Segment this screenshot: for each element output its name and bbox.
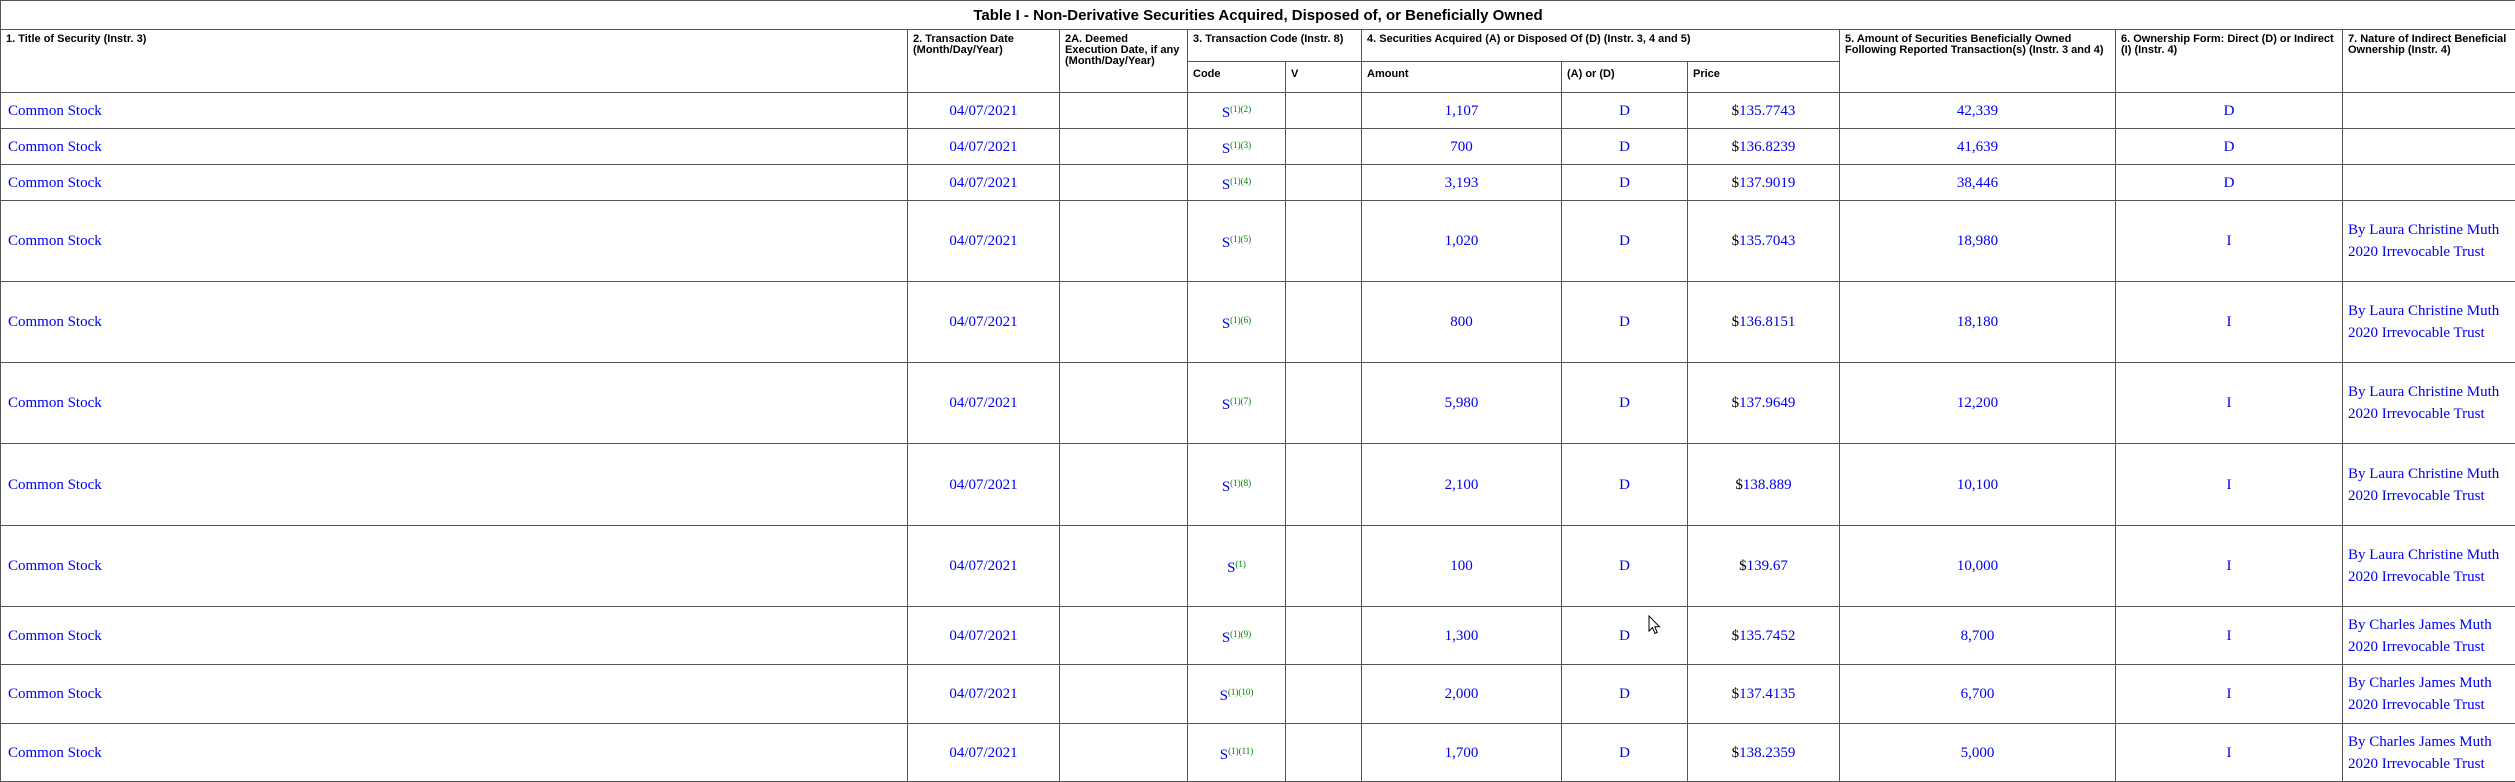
table-caption: Table I - Non-Derivative Securities Acquired, Disposed of, or Beneficially Owned — [1, 1, 2515, 30]
nature-of-ownership[interactable]: By Laura Christine Muth 2020 Irrevocable Trust — [2343, 444, 2515, 526]
transaction-code-cell — [1188, 724, 1286, 782]
header-nature-of-ownership: 7. Nature of Indirect Beneficial Ownership (Instr. 4) — [2343, 30, 2515, 93]
table-row — [1, 363, 2515, 444]
table-row — [1, 526, 2515, 607]
transaction-code-cell — [1188, 444, 1286, 526]
security-title[interactable]: Common Stock — [1, 607, 908, 665]
price-currency: $ — [1732, 395, 1740, 411]
header-transaction-code: 3. Transaction Code (Instr. 8) — [1188, 30, 1362, 62]
price-value: 137.9019 — [1739, 175, 1795, 191]
deemed-date — [1060, 724, 1188, 782]
ownership-form: I — [2116, 607, 2343, 665]
header-amount-owned: 5. Amount of Securities Beneficially Owned Following Reported Transaction(s) (Instr. 3 and 4) — [1840, 30, 2116, 93]
transaction-code-cell — [1188, 201, 1286, 282]
transaction-code: S — [1222, 235, 1230, 251]
header-deemed-execution-date: 2A. Deemed Execution Date, if any (Month/Day/Year) — [1060, 30, 1188, 93]
price-cell — [1688, 282, 1840, 363]
price-currency: $ — [1739, 558, 1747, 574]
transaction-code-cell — [1188, 363, 1286, 444]
nature-of-ownership — [2343, 129, 2515, 165]
transaction-code: S — [1222, 141, 1230, 157]
price-value: 138.2359 — [1739, 745, 1795, 761]
acquired-or-disposed: D — [1562, 93, 1688, 129]
v-flag — [1286, 93, 1362, 129]
deemed-date — [1060, 129, 1188, 165]
price-cell — [1688, 93, 1840, 129]
nature-of-ownership — [2343, 165, 2515, 201]
amount-owned: 38,446 — [1840, 165, 2116, 201]
price-value: 137.9649 — [1739, 395, 1795, 411]
price-value: 136.8151 — [1739, 314, 1795, 330]
amount-owned: 5,000 — [1840, 724, 2116, 782]
transaction-code: S — [1222, 479, 1230, 495]
table-row — [1, 724, 2515, 782]
transaction-code: S — [1220, 747, 1228, 763]
ownership-form: I — [2116, 282, 2343, 363]
price-currency: $ — [1735, 477, 1743, 493]
v-flag — [1286, 165, 1362, 201]
deemed-date — [1060, 363, 1188, 444]
header-securities-acquired-disposed: 4. Securities Acquired (A) or Disposed Of (D) (Instr. 3, 4 and 5) — [1362, 30, 1840, 62]
price-currency: $ — [1732, 175, 1740, 191]
deemed-date — [1060, 665, 1188, 724]
v-flag — [1286, 724, 1362, 782]
transaction-code: S — [1222, 177, 1230, 193]
amount: 700 — [1362, 129, 1562, 165]
header-v: V — [1286, 62, 1362, 93]
price-currency: $ — [1732, 628, 1740, 644]
footnote-ref[interactable]: (1)(8) — [1230, 478, 1251, 488]
ownership-form: I — [2116, 444, 2343, 526]
security-title[interactable]: Common Stock — [1, 665, 908, 724]
transaction-code-cell — [1188, 165, 1286, 201]
price-cell — [1688, 444, 1840, 526]
v-flag — [1286, 363, 1362, 444]
amount-owned: 18,180 — [1840, 282, 2116, 363]
footnote-ref[interactable]: (1)(4) — [1230, 176, 1251, 186]
transaction-code-cell — [1188, 607, 1286, 665]
security-title[interactable]: Common Stock — [1, 363, 908, 444]
acquired-or-disposed: D — [1562, 363, 1688, 444]
ownership-form: I — [2116, 526, 2343, 607]
ownership-form: I — [2116, 201, 2343, 282]
price-currency: $ — [1732, 745, 1740, 761]
ownership-form: D — [2116, 165, 2343, 201]
security-title[interactable]: Common Stock — [1, 282, 908, 363]
transaction-date: 04/07/2021 — [908, 129, 1060, 165]
ownership-form: I — [2116, 724, 2343, 782]
amount: 1,107 — [1362, 93, 1562, 129]
header-transaction-date: 2. Transaction Date (Month/Day/Year) — [908, 30, 1060, 93]
amount-owned: 10,000 — [1840, 526, 2116, 607]
acquired-or-disposed: D — [1562, 201, 1688, 282]
acquired-or-disposed: D — [1562, 282, 1688, 363]
security-title[interactable]: Common Stock — [1, 444, 908, 526]
header-price: Price — [1688, 62, 1840, 93]
price-value: 139.67 — [1747, 558, 1788, 574]
ownership-form: D — [2116, 93, 2343, 129]
amount: 1,020 — [1362, 201, 1562, 282]
header-code: Code — [1188, 62, 1286, 93]
acquired-or-disposed: D — [1562, 607, 1688, 665]
transaction-date: 04/07/2021 — [908, 93, 1060, 129]
price-value: 135.7452 — [1739, 628, 1795, 644]
transaction-code-cell — [1188, 526, 1286, 607]
table-row — [1, 282, 2515, 363]
deemed-date — [1060, 444, 1188, 526]
transaction-code: S — [1222, 630, 1230, 646]
price-cell — [1688, 165, 1840, 201]
footnote-ref[interactable]: (1)(6) — [1230, 315, 1251, 325]
acquired-or-disposed: D — [1562, 665, 1688, 724]
security-title[interactable]: Common Stock — [1, 526, 908, 607]
transaction-date: 04/07/2021 — [908, 363, 1060, 444]
transaction-code: S — [1222, 397, 1230, 413]
security-title[interactable]: Common Stock — [1, 724, 908, 782]
price-value: 135.7743 — [1739, 103, 1795, 119]
price-currency: $ — [1732, 103, 1740, 119]
price-cell — [1688, 363, 1840, 444]
security-title[interactable]: Common Stock — [1, 93, 908, 129]
acquired-or-disposed: D — [1562, 444, 1688, 526]
v-flag — [1286, 444, 1362, 526]
price-currency: $ — [1732, 314, 1740, 330]
header-ownership-form: 6. Ownership Form: Direct (D) or Indirect (I) (Instr. 4) — [2116, 30, 2343, 93]
transaction-date: 04/07/2021 — [908, 607, 1060, 665]
price-currency: $ — [1732, 686, 1740, 702]
transaction-code: S — [1222, 316, 1230, 332]
transaction-code-cell — [1188, 282, 1286, 363]
amount-owned: 12,200 — [1840, 363, 2116, 444]
footnote-ref[interactable]: (1)(10) — [1228, 687, 1254, 697]
acquired-or-disposed: D — [1562, 526, 1688, 607]
transaction-code: S — [1227, 560, 1235, 576]
v-flag — [1286, 129, 1362, 165]
transaction-date: 04/07/2021 — [908, 526, 1060, 607]
acquired-or-disposed: D — [1562, 129, 1688, 165]
deemed-date — [1060, 607, 1188, 665]
amount: 5,980 — [1362, 363, 1562, 444]
table-row — [1, 93, 2515, 129]
transaction-code: S — [1222, 105, 1230, 121]
footnote-ref[interactable]: (1)(2) — [1230, 104, 1251, 114]
nature-of-ownership[interactable]: By Laura Christine Muth 2020 Irrevocable Trust — [2343, 363, 2515, 444]
footnote-ref[interactable]: (1)(11) — [1228, 746, 1253, 756]
table-row — [1, 165, 2515, 201]
amount: 1,700 — [1362, 724, 1562, 782]
table-row — [1, 665, 2515, 724]
nature-of-ownership[interactable]: By Charles James Muth 2020 Irrevocable Trust — [2343, 665, 2515, 724]
ownership-form: D — [2116, 129, 2343, 165]
transaction-date: 04/07/2021 — [908, 724, 1060, 782]
amount: 800 — [1362, 282, 1562, 363]
nature-of-ownership[interactable]: By Charles James Muth 2020 Irrevocable Trust — [2343, 724, 2515, 782]
ownership-form: I — [2116, 665, 2343, 724]
footnote-ref[interactable]: (1)(7) — [1230, 396, 1251, 406]
acquired-or-disposed: D — [1562, 165, 1688, 201]
price-value: 138.889 — [1743, 477, 1792, 493]
deemed-date — [1060, 93, 1188, 129]
price-value: 137.4135 — [1739, 686, 1795, 702]
transaction-code-cell — [1188, 665, 1286, 724]
table-row — [1, 444, 2515, 526]
footnote-ref[interactable]: (1)(3) — [1230, 140, 1251, 150]
price-cell — [1688, 526, 1840, 607]
amount-owned: 10,100 — [1840, 444, 2116, 526]
footnote-ref[interactable]: (1)(9) — [1230, 629, 1251, 639]
amount: 3,193 — [1362, 165, 1562, 201]
amount-owned: 41,639 — [1840, 129, 2116, 165]
price-cell — [1688, 129, 1840, 165]
nature-of-ownership[interactable]: By Charles James Muth 2020 Irrevocable Trust — [2343, 607, 2515, 665]
deemed-date — [1060, 282, 1188, 363]
table-row — [1, 129, 2515, 165]
table-row — [1, 607, 2515, 665]
price-cell — [1688, 665, 1840, 724]
price-currency: $ — [1732, 233, 1740, 249]
amount: 100 — [1362, 526, 1562, 607]
footnote-ref[interactable]: (1)(5) — [1230, 234, 1251, 244]
transaction-date: 04/07/2021 — [908, 665, 1060, 724]
security-title[interactable]: Common Stock — [1, 129, 908, 165]
price-currency: $ — [1732, 139, 1740, 155]
nature-of-ownership[interactable]: By Laura Christine Muth 2020 Irrevocable Trust — [2343, 526, 2515, 607]
price-value: 135.7043 — [1739, 233, 1795, 249]
price-value: 136.8239 — [1739, 139, 1795, 155]
price-cell — [1688, 607, 1840, 665]
transaction-code: S — [1220, 688, 1228, 704]
nature-of-ownership[interactable]: By Laura Christine Muth 2020 Irrevocable Trust — [2343, 282, 2515, 363]
v-flag — [1286, 665, 1362, 724]
amount-owned: 18,980 — [1840, 201, 2116, 282]
security-title[interactable]: Common Stock — [1, 201, 908, 282]
nature-of-ownership[interactable]: By Laura Christine Muth 2020 Irrevocable Trust — [2343, 201, 2515, 282]
security-title[interactable]: Common Stock — [1, 165, 908, 201]
table-row — [1, 201, 2515, 282]
amount-owned: 42,339 — [1840, 93, 2116, 129]
amount-owned: 6,700 — [1840, 665, 2116, 724]
ownership-form: I — [2116, 363, 2343, 444]
amount: 2,100 — [1362, 444, 1562, 526]
price-cell — [1688, 724, 1840, 782]
nature-of-ownership — [2343, 93, 2515, 129]
v-flag — [1286, 282, 1362, 363]
amount: 1,300 — [1362, 607, 1562, 665]
transaction-date: 04/07/2021 — [908, 201, 1060, 282]
deemed-date — [1060, 526, 1188, 607]
footnote-ref[interactable]: (1) — [1235, 559, 1246, 569]
v-flag — [1286, 526, 1362, 607]
deemed-date — [1060, 165, 1188, 201]
acquired-or-disposed: D — [1562, 724, 1688, 782]
v-flag — [1286, 607, 1362, 665]
transaction-date: 04/07/2021 — [908, 282, 1060, 363]
transaction-code-cell — [1188, 129, 1286, 165]
amount-owned: 8,700 — [1840, 607, 2116, 665]
transaction-date: 04/07/2021 — [908, 444, 1060, 526]
transaction-code-cell — [1188, 93, 1286, 129]
v-flag — [1286, 201, 1362, 282]
header-title-of-security: 1. Title of Security (Instr. 3) — [1, 30, 908, 93]
amount: 2,000 — [1362, 665, 1562, 724]
price-cell — [1688, 201, 1840, 282]
header-a-or-d: (A) or (D) — [1562, 62, 1688, 93]
header-amount: Amount — [1362, 62, 1562, 93]
table-body — [1, 93, 2515, 782]
transaction-date: 04/07/2021 — [908, 165, 1060, 201]
deemed-date — [1060, 201, 1188, 282]
